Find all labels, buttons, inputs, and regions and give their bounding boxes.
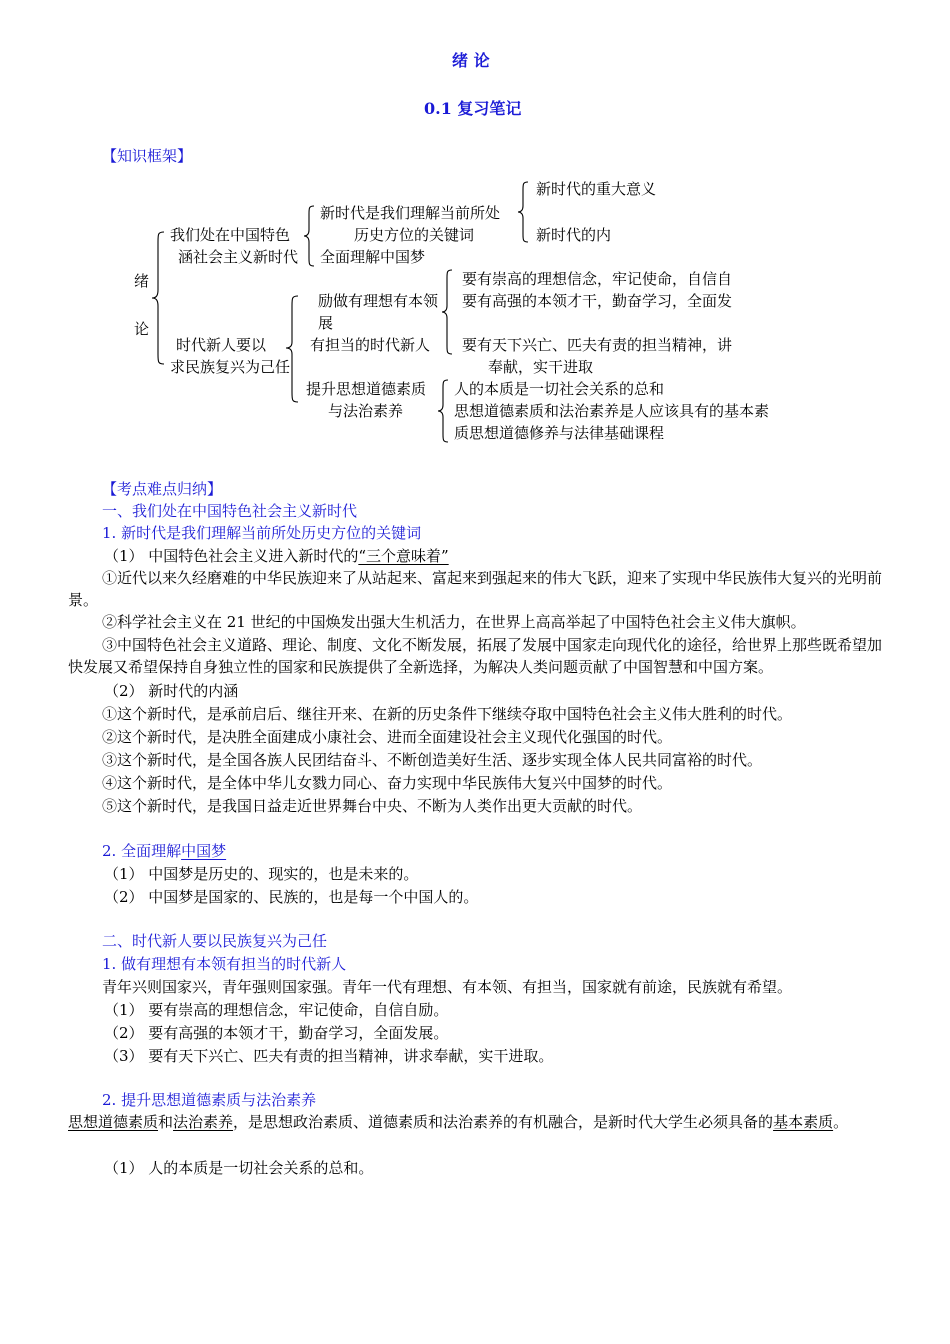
dream-point-2: （2） 中国梦是国家的、民族的，也是每一个中国人的。 — [104, 888, 479, 906]
quality-term-3: 基本素质 — [773, 1113, 834, 1131]
branch2-sub1-line1: 励做有理想有本领 — [318, 292, 439, 310]
section1-1-heading: 1. 新时代是我们理解当前所处历史方位的关键词 — [102, 524, 422, 542]
branch2-sub1-line2: 展 — [318, 314, 334, 332]
branch1-label-line1: 我们处在中国特色 — [170, 226, 291, 244]
branch1-leaf2: 新时代的内 — [536, 226, 612, 244]
branch2-leaf3-line2: 奉献，实干进取 — [488, 358, 594, 376]
root-char-1: 绪 — [134, 272, 150, 290]
youth-point-1: （1） 要有崇高的理想信念，牢记使命，自信自励。 — [104, 1001, 449, 1019]
section1-2-prefix: 2. 全面理解 — [102, 842, 182, 860]
notes-heading: 【考点难点归纳】 — [102, 480, 223, 498]
chinese-dream-term: 中国梦 — [181, 842, 227, 860]
section1-heading: 一、我们处在中国特色社会主义新时代 — [102, 502, 358, 520]
branch2-sub2-line2: 与法治素养 — [328, 402, 404, 420]
connotation-5: ⑤这个新时代，是我国日益走近世界舞台中央、不断为人类作出更大贡献的时代。 — [102, 797, 643, 815]
section1-2-heading — [102, 840, 226, 861]
youth-point-2: （2） 要有高强的本领才干，勤奋学习，全面发展。 — [104, 1024, 449, 1042]
quality-mid: ，是思想政治素质、道德素质和法治素养的有机融合，是新时代大学生必须具备的 — [233, 1113, 774, 1131]
dream-point-1: （1） 中国梦是历史的、现实的，也是未来的。 — [104, 865, 419, 883]
connotation-3: ③这个新时代，是全国各族人民团结奋斗、不断创造美好生活、逐步实现全体人民共同富裕的时代。 — [102, 751, 763, 769]
quality-and: 和 — [158, 1113, 174, 1131]
branch1-label-line2: 涵社会主义新时代 — [178, 248, 299, 266]
quality-paragraph — [68, 1111, 888, 1133]
branch2-leaf3-line1: 要有天下兴亡、匹夫有责的担当精神，讲 — [462, 336, 733, 354]
branch1-sub1-line1: 新时代是我们理解当前所处 — [320, 204, 501, 222]
branch2-sub1-line3: 有担当的时代新人 — [310, 336, 431, 354]
quality-point-1: （1） 人的本质是一切社会关系的总和。 — [104, 1159, 374, 1177]
point-2: ②科学社会主义在 21 世纪的中国焕发出强大生机活力，在世界上高高举起了中国特色社会主义伟大旗帜。 — [102, 613, 806, 631]
point-3: ③中国特色社会主义道路、理论、制度、文化不断发展，拓展了发展中国家走向现代化的途径，给世界上那些既希望加快发展又希望保持自身独立性的国家和民族提供了全新选择，为解决人类问题贡献了中国智慧和中国方案。 — [68, 636, 883, 676]
section2-1-heading: 1. 做有理想有本领有担当的时代新人 — [102, 955, 347, 973]
branch2-sub1-brace — [440, 268, 456, 356]
root-char-2: 论 — [134, 320, 150, 338]
branch2-leaf5: 思想道德素质和法治素养是人应该具有的基本素 — [454, 402, 770, 420]
branch2-sub2-line1: 提升思想道德素质 — [306, 380, 427, 398]
connotation-2: ②这个新时代，是决胜全面建成小康社会、进而全面建设社会主义现代化强国的时代。 — [102, 728, 673, 746]
point-1: ①近代以来久经磨难的中华民族迎来了从站起来、富起来到强起来的伟大飞跃，迎来了实现中华民族伟大复兴的光明前景。 — [68, 569, 883, 609]
youth-point-3: （3） 要有天下兴亡、匹夫有责的担当精神，讲求奉献，实干进取。 — [104, 1047, 554, 1065]
quality-end: 。 — [833, 1113, 849, 1131]
branch2-leaf4: 人的本质是一切社会关系的总和 — [454, 380, 665, 398]
branch1-sub1-line2: 历史方位的关键词 — [354, 226, 475, 244]
quality-term-2: 法治素养 — [173, 1113, 234, 1131]
item1-term: “三个意味着” — [358, 547, 449, 565]
branch2-leaf2: 要有高强的本领才干，勤奋学习，全面发 — [462, 292, 733, 310]
connotation-1: ①这个新时代，是承前启后、继往开来、在新的历史条件下继续夺取中国特色社会主义伟大胜利的时代。 — [102, 705, 793, 723]
section-subtitle: 0.1 复习笔记 — [424, 99, 522, 118]
youth-paragraph: 青年兴则国家兴，青年强则国家强。青年一代有理想、有本领、有担当，国家就有前途，民族就有希望。 — [102, 978, 793, 996]
branch1-brace — [302, 204, 318, 268]
section2-2-heading: 2. 提升思想道德素质与法治素养 — [102, 1091, 317, 1109]
branch1-sub2: 全面理解中国梦 — [320, 248, 426, 266]
branch2-label-line2: 求民族复兴为己任 — [170, 358, 291, 376]
branch2-leaf6: 质思想道德修养与法律基础课程 — [454, 424, 665, 442]
framework-heading: 【知识框架】 — [102, 147, 193, 165]
branch1-leaf1: 新时代的重大意义 — [536, 180, 657, 198]
branch2-leaf1: 要有崇高的理想信念，牢记使命，自信自 — [462, 270, 733, 288]
branch2-label-line1: 时代新人要以 — [176, 336, 267, 354]
root-brace — [150, 230, 170, 366]
document-title: 绪 论 — [452, 51, 490, 70]
section2-heading: 二、时代新人要以民族复兴为己任 — [102, 932, 328, 950]
item2-heading: （2） 新时代的内涵 — [104, 682, 239, 700]
quality-term-1: 思想道德素质 — [68, 1113, 159, 1131]
item1-heading — [104, 545, 449, 566]
item1-prefix: （1） 中国特色社会主义进入新时代的 — [104, 547, 359, 565]
branch1-sub1-brace — [516, 180, 532, 244]
branch2-brace — [284, 294, 302, 404]
connotation-4: ④这个新时代，是全体中华儿女戮力同心、奋力实现中华民族伟大复兴中国梦的时代。 — [102, 774, 673, 792]
branch2-sub2-brace — [436, 378, 452, 444]
